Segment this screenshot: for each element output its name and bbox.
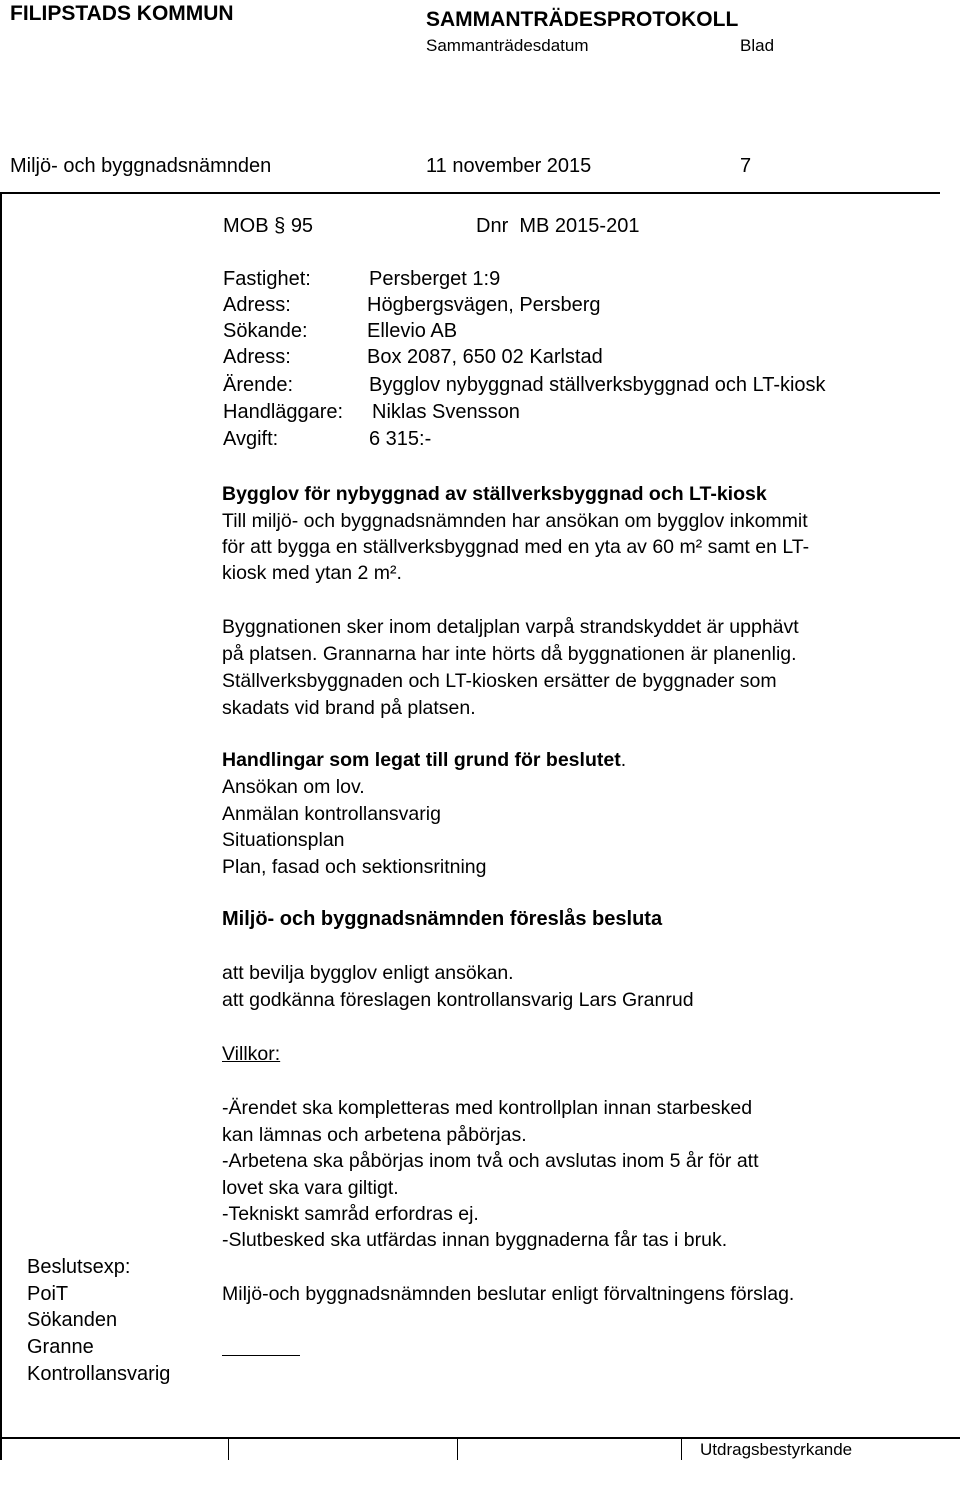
page-number: 7 bbox=[740, 155, 752, 177]
body-line: på platsen. Grannarna har inte hörts då byggnationen är planenlig. bbox=[222, 643, 797, 665]
field-value: Box 2087, 650 02 Karlstad bbox=[367, 346, 603, 368]
field-value: Persberget 1:9 bbox=[369, 268, 501, 290]
field-row bbox=[223, 268, 311, 291]
section-sign: § bbox=[274, 215, 286, 237]
header-rule bbox=[0, 192, 940, 194]
field-value: Niklas Svensson bbox=[372, 401, 520, 423]
field-row bbox=[223, 401, 343, 424]
date-label: Sammanträdesdatum bbox=[426, 36, 589, 55]
body-line: skadats vid brand på platsen. bbox=[222, 697, 476, 719]
document-item: Anmälan kontrollansvarig bbox=[222, 803, 441, 825]
document-item: Situationsplan bbox=[222, 829, 345, 851]
distribution-recipient: Kontrollansvarig bbox=[27, 1363, 171, 1385]
organization-name: FILIPSTADS KOMMUN bbox=[10, 2, 234, 25]
sign-box-divider-1 bbox=[228, 1437, 229, 1460]
documents-heading-text: Handlingar som legat till grund för beslutet bbox=[222, 749, 621, 771]
body-line: kiosk med ytan 2 m². bbox=[222, 562, 402, 584]
footer-rule bbox=[0, 1437, 960, 1439]
field-label: Fastighet: bbox=[223, 268, 311, 290]
diary-number bbox=[476, 215, 639, 238]
documents-heading bbox=[222, 749, 626, 772]
condition-line: -Tekniskt samråd erfordras ej. bbox=[222, 1203, 479, 1225]
proposal-item: att godkänna föreslagen kontrollansvarig Lars Granrud bbox=[222, 989, 694, 1011]
condition-line: -Slutbesked ska utfärdas innan byggnaderna får tas i bruk. bbox=[222, 1229, 728, 1251]
signature-line bbox=[222, 1355, 300, 1356]
field-label: Handläggare: bbox=[223, 401, 344, 423]
document-type: SAMMANTRÄDESPROTOKOLL bbox=[426, 8, 739, 31]
case-reference bbox=[223, 215, 313, 238]
field-value: Högbergsvägen, Persberg bbox=[367, 294, 601, 316]
body-line: Ställverksbyggnaden och LT-kiosken ersätter de byggnader som bbox=[222, 670, 777, 692]
frame-left bbox=[0, 192, 2, 1460]
field-label: Ärende: bbox=[223, 374, 294, 396]
field-label: Avgift: bbox=[223, 428, 279, 450]
condition-line: kan lämnas och arbetena påbörjas. bbox=[222, 1124, 527, 1146]
field-value: Ellevio AB bbox=[367, 320, 458, 342]
condition-line: lovet ska vara giltigt. bbox=[222, 1177, 399, 1199]
dnr-value: MB 2015-201 bbox=[519, 215, 640, 237]
decision-text: Miljö-och byggnadsnämnden beslutar enligt förvaltningens förslag. bbox=[222, 1283, 795, 1305]
meeting-date: 11 november 2015 bbox=[426, 155, 592, 177]
body-line: för att bygga en ställverksbyggnad med en yta av 60 m² samt en LT- bbox=[222, 536, 810, 558]
proposal-heading: Miljö- och byggnadsnämnden föreslås besluta bbox=[222, 908, 663, 930]
sign-box-divider-3 bbox=[681, 1437, 682, 1460]
body-line: Till miljö- och byggnadsnämnden har ansökan om bygglov inkommit bbox=[222, 510, 808, 532]
documents-heading-dot: . bbox=[620, 749, 627, 771]
condition-line: -Arbetena ska påbörjas inom två och avslutas inom 5 år för att bbox=[222, 1150, 759, 1172]
certification-label: Utdragsbestyrkande bbox=[700, 1440, 853, 1459]
page-label: Blad bbox=[740, 36, 775, 55]
field-value: 6 315:- bbox=[369, 428, 432, 450]
field-label: Adress: bbox=[223, 346, 291, 368]
case-number: 95 bbox=[290, 215, 314, 237]
field-row bbox=[223, 320, 308, 343]
distribution-heading: Beslutsexp: bbox=[27, 1256, 131, 1278]
field-row bbox=[223, 428, 278, 451]
field-label: Adress: bbox=[223, 294, 291, 316]
distribution-recipient: Granne bbox=[27, 1336, 94, 1358]
document-item: Ansökan om lov. bbox=[222, 776, 365, 798]
field-row bbox=[223, 294, 291, 317]
body-line: Byggnationen sker inom detaljplan varpå strandskyddet är upphävt bbox=[222, 616, 799, 638]
field-value: Bygglov nybyggnad ställverksbyggnad och LT-kiosk bbox=[369, 374, 826, 396]
committee-name: Miljö- och byggnadsnämnden bbox=[10, 155, 272, 177]
field-row bbox=[223, 374, 293, 397]
proposal-item: att bevilja bygglov enligt ansökan. bbox=[222, 962, 514, 984]
condition-line: -Ärendet ska kompletteras med kontrollplan innan starbesked bbox=[222, 1097, 753, 1119]
conditions-heading: Villkor: bbox=[222, 1043, 281, 1065]
section-title: Bygglov för nybyggnad av ställverksbyggnad och LT-kiosk bbox=[222, 483, 767, 505]
field-row bbox=[223, 346, 291, 369]
distribution-recipient: Sökanden bbox=[27, 1309, 118, 1331]
case-mob: MOB bbox=[223, 215, 269, 237]
sign-box-divider-2 bbox=[457, 1437, 458, 1460]
distribution-recipient: PoiT bbox=[27, 1283, 69, 1305]
dnr-label: Dnr bbox=[476, 215, 509, 237]
field-label: Sökande: bbox=[223, 320, 308, 342]
document-item: Plan, fasad och sektionsritning bbox=[222, 856, 487, 878]
